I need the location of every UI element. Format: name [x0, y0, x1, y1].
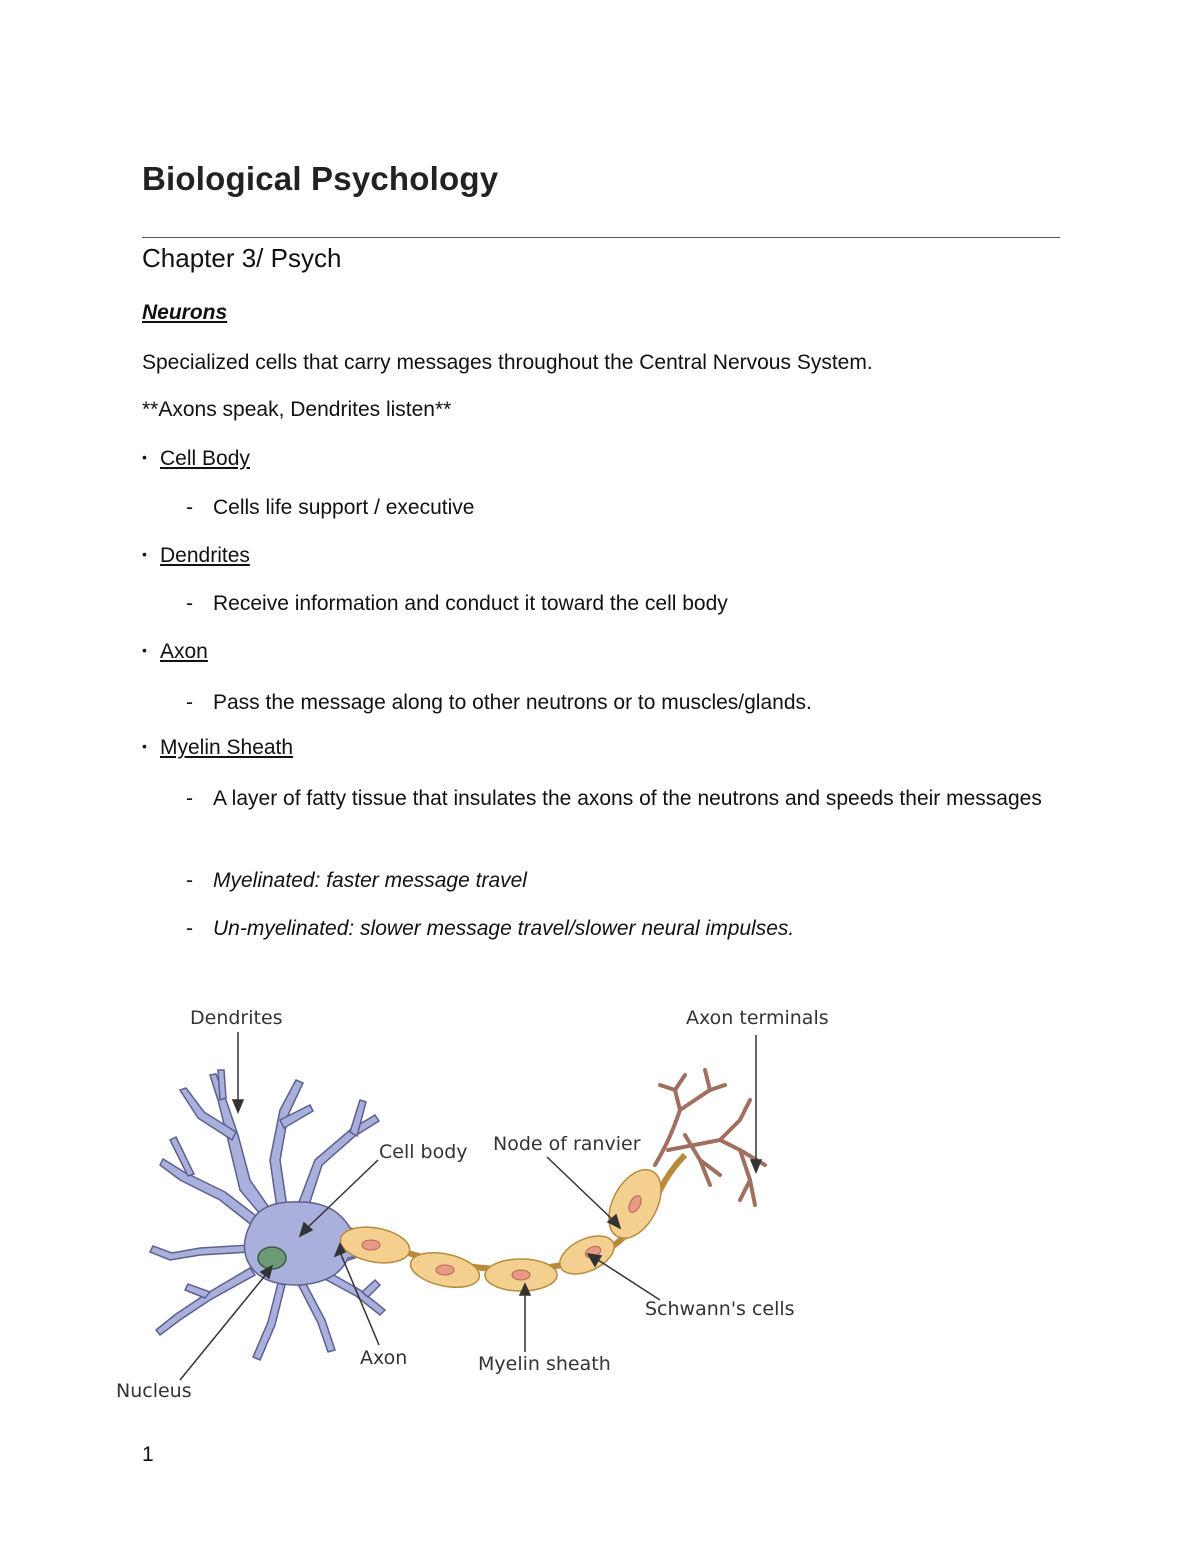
list-item-dendrites: [142, 544, 250, 568]
dash-icon: -: [186, 787, 193, 810]
label-nucleus: Nucleus: [116, 1380, 192, 1402]
dash-icon: -: [186, 592, 193, 615]
sub-item: - Pass the message along to other neutrons or to muscles/glands.: [186, 686, 1056, 719]
bullet-icon: •: [142, 546, 147, 562]
bullet-icon: •: [142, 642, 147, 658]
sub-item: - Cells life support / executive: [186, 491, 1056, 524]
sub-item: - Receive information and conduct it toward the cell body: [186, 587, 1056, 620]
label-dendrites: Dendrites: [190, 1007, 283, 1029]
myelin-segments-illustration: [338, 1161, 672, 1293]
intro-paragraph: Specialized cells that carry messages throughout the Central Nervous System.: [142, 351, 873, 374]
sub-item: - A layer of fatty tissue that insulates the axons of the neutrons and speeds their messages: [186, 782, 1056, 815]
list-item-axon: [142, 640, 208, 664]
label-cell-body: Cell body: [379, 1141, 468, 1163]
section-heading: Neurons: [142, 301, 228, 324]
axon-terminals-illustration: [655, 1070, 765, 1205]
document-title: Biological Psychology: [142, 160, 499, 197]
list-item-myelin-sheath: [142, 736, 293, 760]
list-item-label: Dendrites: [160, 544, 250, 567]
label-node-of-ranvier: Node of ranvier: [493, 1133, 641, 1155]
mnemonic-note: **Axons speak, Dendrites listen**: [142, 398, 452, 421]
dendrites-illustration: [150, 1070, 397, 1360]
label-myelin-sheath: Myelin sheath: [478, 1353, 611, 1375]
dash-icon: -: [186, 691, 193, 714]
list-item-label: Myelin Sheath: [160, 736, 294, 759]
neuron-diagram: [100, 990, 860, 1410]
title-divider: [142, 237, 1060, 238]
sub-item: - Un-myelinated: slower message travel/slower neural impulses.: [186, 912, 1056, 945]
label-axon: Axon: [360, 1347, 408, 1369]
dash-icon: -: [186, 869, 193, 892]
label-axon-terminals: Axon terminals: [686, 1007, 829, 1029]
dash-icon: -: [186, 917, 193, 940]
dash-icon: -: [186, 496, 193, 519]
list-item-label: Cell Body: [160, 447, 250, 470]
list-item-label: Axon: [160, 640, 208, 663]
sub-item: - Myelinated: faster message travel: [186, 864, 1056, 897]
bullet-icon: •: [142, 449, 147, 465]
page-number: 1: [142, 1443, 154, 1466]
label-schwanns-cells: Schwann's cells: [645, 1298, 795, 1320]
list-item-cell-body: [142, 447, 250, 471]
chapter-subtitle: Chapter 3/ Psych: [142, 243, 342, 273]
bullet-icon: •: [142, 738, 147, 754]
